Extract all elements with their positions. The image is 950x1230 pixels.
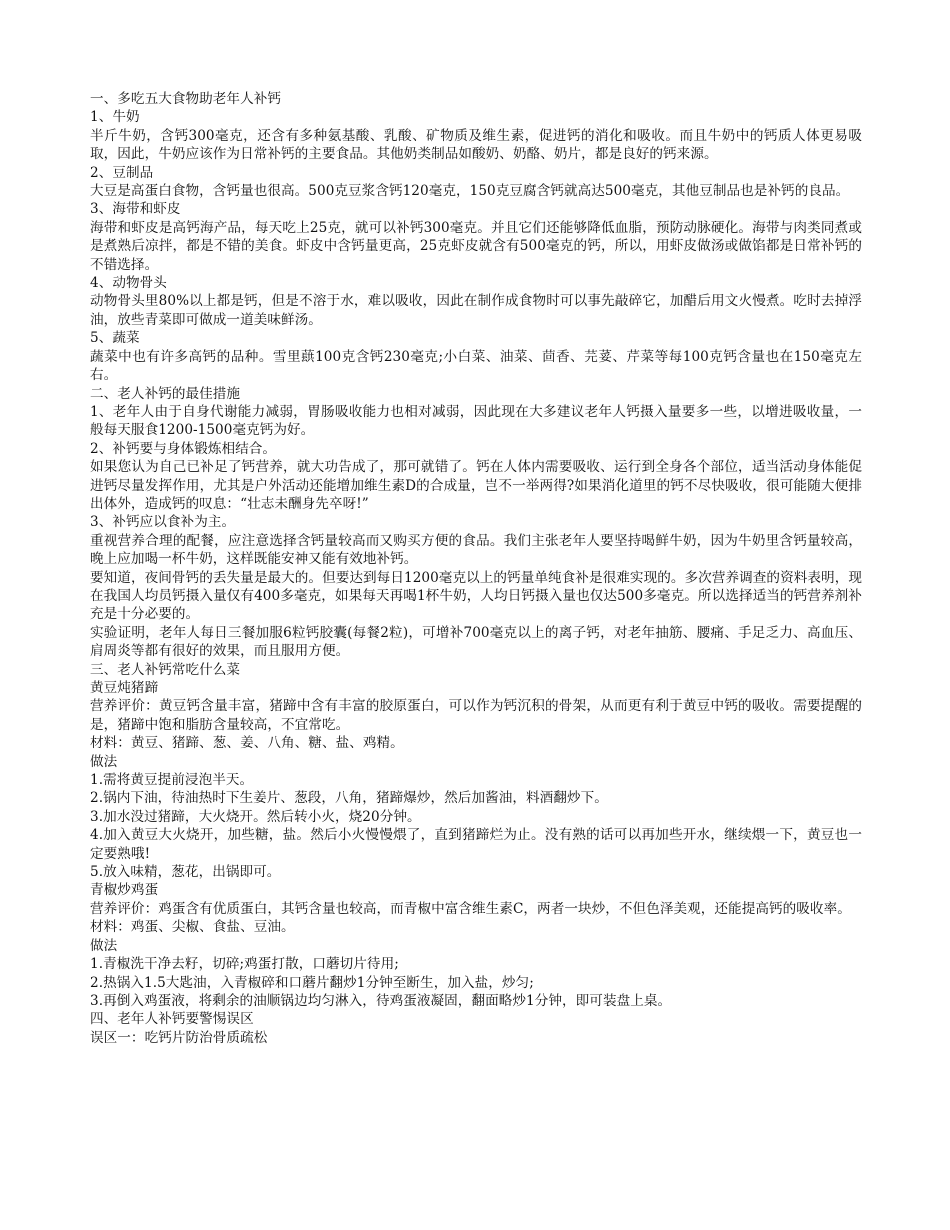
document-heading: 二、老人补钙的最佳措施 — [90, 385, 241, 402]
document-sub-heading: 做法 — [90, 753, 118, 770]
document-step: 2.锅内下油，待油热时下生姜片、葱段，八角，猪蹄爆炒，然后加酱油，料酒翻炒下。 — [90, 790, 608, 807]
document-paragraph: 蔬菜中也有许多高钙的品种。雪里蕻100克含钙230毫克;小白菜、油菜、茴香、芫荽、芹菜等每100克钙含量也在150毫克左右。 — [90, 348, 862, 384]
document-step: 2.热锅入1.5大匙油，入青椒碎和口蘑片翻炒1分钟至断生，加入盐，炒匀; — [90, 974, 534, 991]
document-paragraph: 要知道，夜间骨钙的丢失量是最大的。但要达到每日1200毫克以上的钙量单纯食补是很难实现的。多次营养调查的资料表明，现在我国人均员钙摄入量仅有400多毫克，如果每天再喝1杯牛奶，人均日钙摄入量也仅达500多毫克。所以选择适当的钙营养剂补充是十分必要的。 — [90, 569, 862, 623]
document-heading: 四、老年人补钙要警惕误区 — [90, 1011, 254, 1028]
document-paragraph: 材料：黄豆、猪蹄、葱、姜、八角、糖、盐、鸡精。 — [90, 735, 404, 752]
document-paragraph: 海带和虾皮是高钙海产品，每天吃上25克，就可以补钙300毫克。并且它们还能够降低血脂，预防动脉硬化。海带与肉类同煮或是煮熟后凉拌，都是不错的美食。虾皮中含钙量更高，25克虾皮就含有500毫克的钙，所以，用虾皮做汤或做馅都是日常补钙的不错选择。 — [90, 219, 862, 273]
document-sub-heading: 青椒炒鸡蛋 — [90, 882, 159, 899]
document-sub-heading: 4、动物骨头 — [90, 275, 167, 292]
document-step: 3.再倒入鸡蛋液，将剩余的油顺锅边均匀淋入，待鸡蛋液凝固，翻面略炒1分钟，即可装盘上桌。 — [90, 992, 672, 1009]
document-sub-heading: 1、牛奶 — [90, 109, 140, 126]
document-sub-heading: 误区一：吃钙片防治骨质疏松 — [90, 1029, 268, 1046]
document-paragraph: 动物骨头里80%以上都是钙，但是不溶于水，难以吸收，因此在制作成食物时可以事先敲碎它，加醋后用文火慢煮。吃时去掉浮油，放些青菜即可做成一道美味鲜汤。 — [90, 293, 862, 328]
document-sub-heading: 2、补钙要与身体锻炼相结合。 — [90, 440, 277, 457]
document-sub-heading: 黄豆炖猪蹄 — [90, 680, 159, 696]
document-sub-heading: 3、补钙应以食补为主。 — [90, 514, 236, 531]
document-heading: 三、老人补钙常吃什么菜 — [90, 661, 241, 678]
document-sub-heading: 做法 — [90, 937, 118, 954]
document-paragraph: 1、老年人由于自身代谢能力减弱，胃肠吸收能力也相对减弱，因此现在大多建议老年人钙摄入量要多一些，以增进吸收量，一般每天服食1200-1500毫克钙为好。 — [90, 403, 862, 439]
document-paragraph: 重视营养合理的配餐，应注意选择含钙量较高而又购买方便的食品。我们主张老年人要坚持喝鲜牛奶，因为牛奶里含钙量较高，晚上应加喝一杯牛奶，这样既能安神又能有效地补钙。 — [90, 532, 862, 568]
document-sub-heading: 3、海带和虾皮 — [90, 201, 181, 218]
document-paragraph: 如果您认为自己已补足了钙营养，就大功告成了，那可就错了。钙在人体内需要吸收、运行到全身各个部位，适当活动身体能促进钙尽量发挥作用，尤其是户外活动还能增加维生素D的合成量，岂不一举两得?如果消化道里的钙不尽快吸收，很可能随大便排出体外，造成钙的叹息：“壮志未酬身先卒呀!” — [90, 459, 862, 512]
document-sub-heading: 5、蔬菜 — [90, 330, 140, 347]
document-sub-heading: 2、豆制品 — [90, 164, 154, 181]
document-body — [90, 90, 862, 1047]
document-paragraph: 营养评价：鸡蛋含有优质蛋白，其钙含量也较高，而青椒中富含维生素C，两者一块炒，不但色泽美观，还能提高钙的吸收率。 — [90, 900, 851, 917]
document-paragraph: 材料：鸡蛋、尖椒、食盐、豆油。 — [90, 919, 295, 936]
document-step: 5.放入味精，葱花，出锅即可。 — [90, 864, 281, 881]
document-paragraph: 大豆是高蛋白食物，含钙量也很高。500克豆浆含钙120毫克，150克豆腐含钙就高达500毫克，其他豆制品也是补钙的良品。 — [90, 183, 850, 200]
document-paragraph: 4.加入黄豆大火烧开，加些糖，盐。然后小火慢慢煨了，直到猪蹄烂为止。没有熟的话可以再加些开水，继续煨一下，黄豆也一定要熟哦! — [90, 827, 862, 862]
document-step: 1.青椒洗干净去籽，切碎;鸡蛋打散，口蘑切片待用; — [90, 956, 399, 973]
document-paragraph: 实验证明，老年人每日三餐加服6粒钙胶囊(每餐2粒)，可增补700毫克以上的离子钙，对老年抽筋、腰痛、手足乏力、高血压、肩周炎等都有很好的效果，而且服用方便。 — [90, 624, 862, 660]
document-step: 3.加水没过猪蹄，大火烧开。然后转小火，烧20分钟。 — [90, 808, 421, 825]
document-paragraph: 半斤牛奶，含钙300毫克，还含有多种氨基酸、乳酸、矿物质及维生素，促进钙的消化和吸收。而且牛奶中的钙质人体更易吸取，因此，牛奶应该作为日常补钙的主要食品。其他奶类制品如酸奶、奶酪、奶片，都是良好的钙来源。 — [90, 127, 862, 163]
document-paragraph: 营养评价：黄豆钙含量丰富，猪蹄中含有丰富的胶原蛋白，可以作为钙沉积的骨架，从而更有利于黄豆中钙的吸收。需要提醒的是，猪蹄中饱和脂肪含量较高，不宜常吃。 — [90, 698, 862, 733]
document-heading: 一、多吃五大食物助老年人补钙 — [90, 91, 282, 107]
document-step: 1.需将黄豆提前浸泡半天。 — [90, 772, 254, 789]
